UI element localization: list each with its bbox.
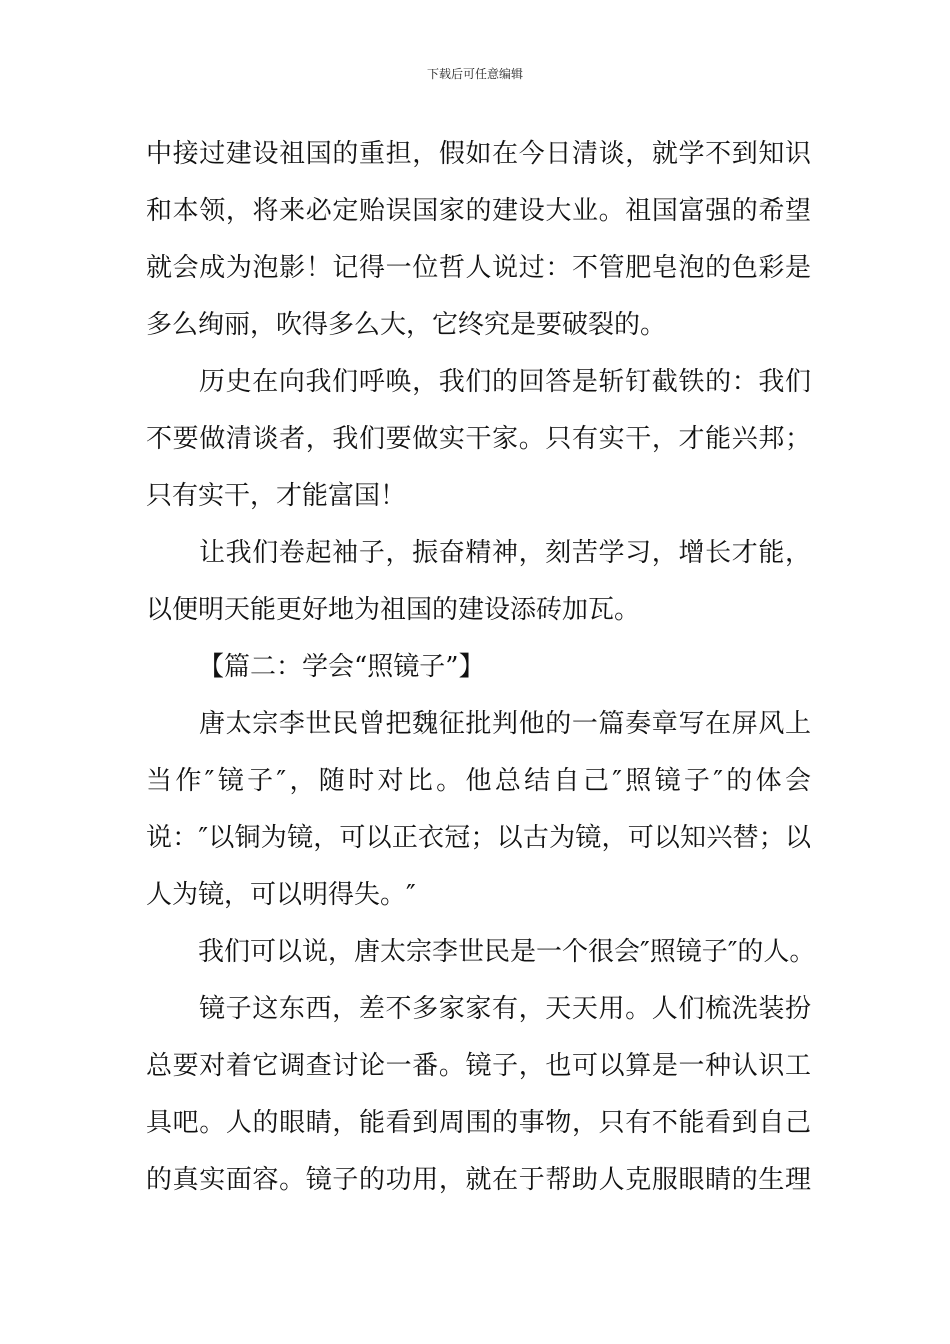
text-line: 以便明天能更好地为祖国的建设添砖加瓦。 (146, 595, 641, 625)
text-line: 唐太宗李世民曾把魏征批判他的一篇奏章写在屏风上 (199, 709, 811, 739)
document-body (146, 126, 816, 1209)
text-line: 和本领，将来必定贻误国家的建设大业。祖国富强的希望 (146, 196, 811, 226)
text-line: 不要做清谈者，我们要做实干家。只有实干，才能兴邦； (146, 424, 811, 454)
text-line: 只有实干，才能富国！ (146, 481, 407, 511)
text-line: 镜子这东西，差不多家家有，天天用。人们梳洗装扮 (199, 994, 811, 1024)
text-line: 的真实面容。镜子的功用，就在于帮助人克服眼睛的生理 (146, 1165, 811, 1195)
page-header: 下载后可任意编辑 (426, 67, 523, 81)
text-line: 当作″镜子″，随时对比。他总结自己″照镜子″的体会 (146, 766, 811, 796)
text-line: 多么绚丽，吹得多么大，它终究是要破裂的。 (146, 310, 667, 340)
text-line: 让我们卷起袖子，振奋精神，刻苦学习，增长才能， (199, 538, 811, 568)
text-line: 总要对着它调查讨论一番。镜子，也可以算是一种认识工 (146, 1051, 811, 1081)
text-line: 说：″以铜为镜，可以正衣冠；以古为镜，可以知兴替；以 (146, 823, 811, 853)
text-line: 人为镜，可以明得失。″ (146, 880, 416, 910)
text-line: 就会成为泡影！记得一位哲人说过：不管肥皂泡的色彩是 (146, 253, 811, 283)
text-line: 具吧。人的眼睛，能看到周围的事物，只有不能看到自己 (146, 1108, 811, 1138)
text-line: 历史在向我们呼唤，我们的回答是斩钉截铁的：我们 (199, 367, 811, 397)
section-heading: 【篇二：学会“照镜子”】 (198, 652, 485, 682)
text-line: 中接过建设祖国的重担，假如在今日清谈，就学不到知识 (146, 139, 811, 169)
text-line: 我们可以说，唐太宗李世民是一个很会″照镜子″的人。 (198, 937, 816, 967)
